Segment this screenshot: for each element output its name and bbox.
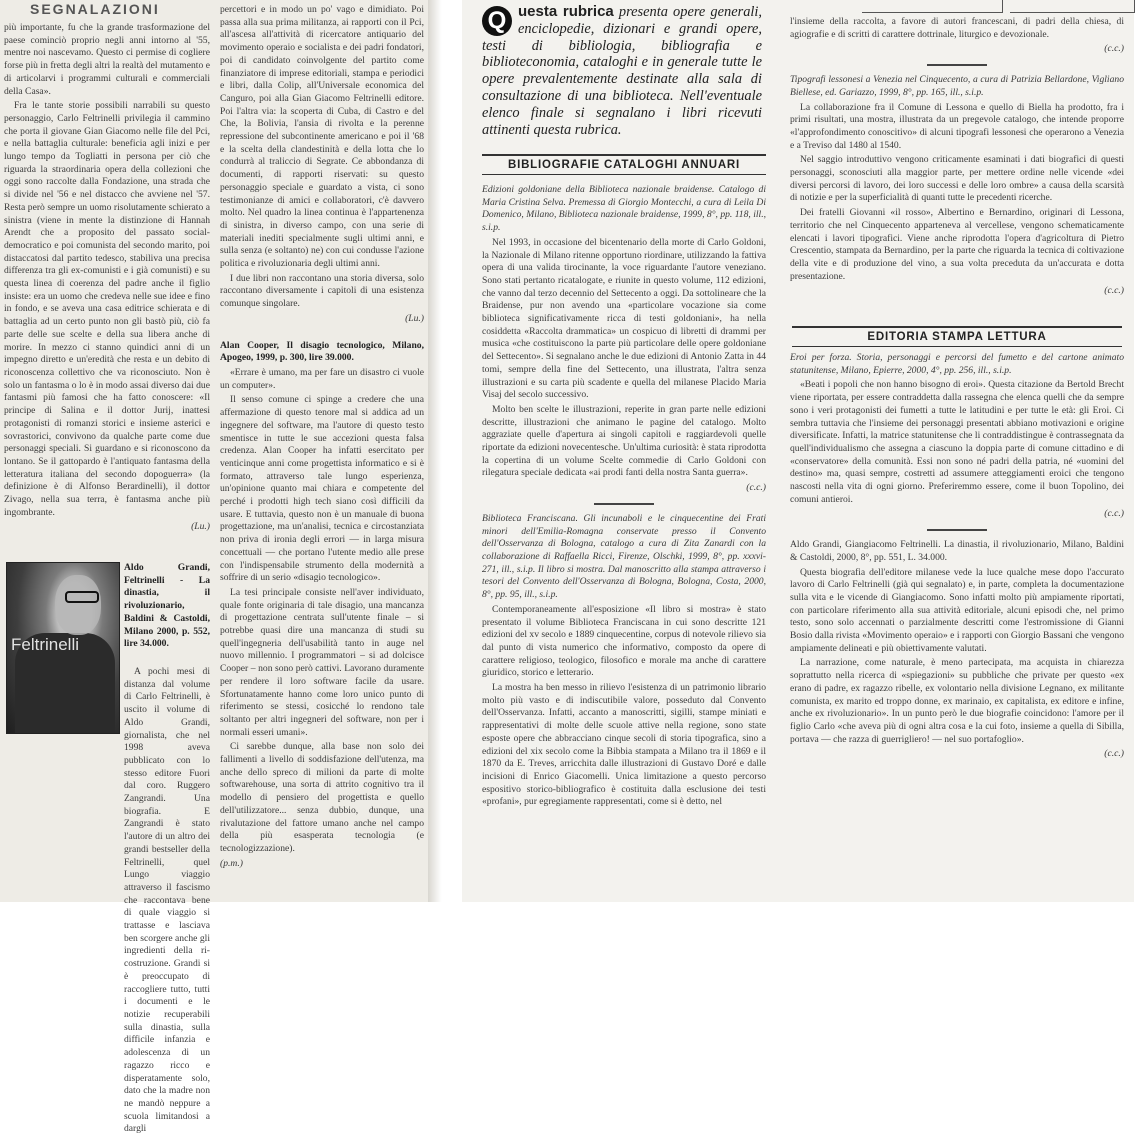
review-heading: Aldo Grandi, Feltrinelli - La dinastia, il rivoluzionario, Baldini & Castoldi, Milano 2000, p. 552, lire 34.000. (124, 562, 210, 650)
paragraph: La tesi principale consiste nell'aver individuato, quale fonte originaria di tale disagio, una mancanza di progettazione centrata sull'utente finale – si potrebbe quasi dire una mancanza di studi su quell'ingegneria dell'usabilità tanto in auge nel nuovo millennio. I programmatori – si ad dolcisce Cooper – non sono però cattivi. Lavorano duramente per rendere il loro software facile da usare. Sfortunatamente hanno come loro unico punto di riferimento se stessi, cosicché lo rendono tale soltanto per altri ingegneri del software, non per i normali esseri umani». (220, 586, 424, 738)
paragraph: Questa biografia dell'editore milanese vede la luce qualche mese dopo l'accurato lavoro di Carlo Feltrinelli (già qui segnalato) e, in parte, completa la documentazione sulla vita e le vicende di Giangiacomo. Sono infatti molto più ampiamente riportati, con particolare riferimento alla sua attività editoriale, alcuni episodi che, nel primo testo, sono solo accennati o parzialmente descritti come l'estromissione di Gianni Bosio dalla rivista «Movimento operaio» e i rapporti con Giorgio Bassani che vengono ampiamente delineati e più obiettivamente valutati. (790, 566, 1124, 654)
paragraph: A pochi mesi di distanza dal volume di Carlo Feltrinelli, è uscito il volume di Aldo Grandi, giornalista, che nel 1998 aveva pubblicato con lo stesso editore Fuori dal coro. Ruggero Zangrandi. Una biografia. E Zangrandi è stato l'autore di un altro dei grandi bestseller della Feltrinelli, quel Lungo viaggio attraverso il fascismo che raccontava bene di quale viaggio si trattasse e lasciava ben scorgere anche gli ingredienti della ri-costruzione. Grandi si è preoccupato di raccogliere tutto, tutti i documenti e le notizie recuperabili sulla dinastia, sulla difficile infanzia e adolescenza di un ragazzo ricco e disperatamente solo, dato che la madre non ne mandò neppure a scuola limitandosi a dargli (124, 666, 210, 1135)
photo-face (55, 575, 101, 635)
signature: (c.c.) (1104, 43, 1124, 55)
divider (594, 503, 654, 505)
divider (927, 529, 987, 531)
catalog-entry: Aldo Grandi, Giangiacomo Feltrinelli. La dinastia, il rivoluzionario, Milano, Baldini & Castoldi, 2000, 8°, pp. 551, L. 34.000. (790, 539, 1124, 563)
paragraph: Fra le tante storie possibili narrabili su questo personaggio, Carlo Feltrinelli privilegia il cammino che porta il giovane Gian Giacomo nelle file del Pci, e nella battaglia culturale: beneficia agli inizi e per lungo tempo da Togliatti in persona per ciò che riguarda la straordinaria opera della collezioni che oggi sono raccolte dalla Fondazione, una strada che si divide nel '56 e nel distacco che avviene nel '57. Resta però sempre un uomo risolutamente schierato a sinistra (viene in mente la distinzione di Hannah Arendt che a proposito del passato social-democratico e poi comunista del secondo marito, poi distaccatosi dal partito tedesco, stabiliva una precisa differenza tra gli ex-comunisti e i già comunisti) e su questa linea di coerenza del padre anche il figlio insiste: era un uomo che credeva nelle sue idee e fino in fondo, e se aveva una casa editrice schierata e di battaglia ad un certo punto non gli bastò più, ciò fa parte delle sue scelte e della sua libera anche di morire. In mezzo ci stanno quindici anni di un impegno diretto e un'eredità che resta e un debito di riconoscenza collettivo che va riconosciuto. Non è solo un fantasma o lo è in modo assai diverso dai due fantasmi più famosi che ha fatto conoscere: «Il principe di Salina e il dottor Jurij, inattesi protagonisti di romanzi storici e insieme asterici e sovrastorici, convivono da qualche parte come due personaggi speciali. Si guardano e si riconoscono da lontano. Se il gattopardo è l'antiquato fantasma della letteratura italiana del secondo dopoguerra» (la definizione è di Alfonso Berardinelli), il dottor Zivago, nella sua terra, è fantasma anche più ingombrante. (4, 100, 210, 518)
paragraph: Nel 1993, in occasione del bicentenario della morte di Carlo Goldoni, la Nazionale di Milano ritenne opportuno riordinare, utilizzando la fattiva opera di una valida tirocinante, la voce riguardante l'autore veneziano. Sono stati pertanto ricatalogate, e riunite in questo volume, 112 edizioni, che vanno dal terzo decennio del Settecento a oggi. Da sottolineare che la Braidense, pur non avendo una «particolare vocazione sia come biblioteca significativamente ricca di testi goldoniani», ha nella cosiddetta «Raccolta drammatica» un cospicuo di libretti di drammi per musica «che costituiscono la parte più particolare delle opere goldoniane del Settecento». Si segnalano anche le due edizioni di Antonio Zatta in 44 tomi, sempre della fine del Settecento, una illustrata, l'altra senza illustrazioni e su carta più scadente e quella del milanese Placido Maria Visaj del secolo successivo. (482, 236, 766, 401)
page-gutter (428, 0, 462, 902)
paragraph: Il senso comune ci spinge a credere che una affermazione di questo tenore mal si addica ad un ingegnere del software, ma l'autore di questo testo smentisce in tutte le sue accezioni questa falsa credenza. Alan Cooper ha infatti esercitato per venticinque anni come progettista informatico e si è formato, attraverso tale lungo esperienza, un'opinione quanto mai chiara e competente del perché i prodotti high tech siano così difficili da usare. E tuttavia, questo non è un manuale di buona progettazione, ma un'analisi, tecnica e circostanziata non priva di ironia degli errori — in larga misura concettuali — che portano l'utente medio alle prese con l'indispensabile strumento della modernità a soffrire di un serio «disagio tecnologico». (220, 394, 424, 584)
paragraph: «Errare è umano, ma per fare un disastro ci vuole un computer». (220, 366, 424, 391)
paragraph: La narrazione, come naturale, è meno partecipata, ma acquista in chiarezza soprattutto nella ricerca di «spiegazioni» su pubbliche che private per questo «ex erano di padre, ex ragazzo ribelle, ex volontario nella divisione Legnano, ex militante comunista, ex marito ed troppo donne, ex marinaio, ex capitalista, ex editore e infine, anche ex rivoluzionario». In un punto però le due biografie coincidono: l'amore per il figlio Carlo «che aveva più di ogni altra cosa e la cui foto, insieme a quella di Sibilla, portava — che razza di guerrigliero! — nel suo portafoglio». (790, 657, 1124, 745)
signature: (c.c.) (746, 482, 766, 494)
paragraph: I due libri non raccontano una storia diversa, solo raccontano diversamente i capitoli di una esistenza comunque singolare. (220, 272, 424, 310)
paragraph: La mostra ha ben messo in rilievo l'esistenza di un patrimonio librario molto più vasto e di indiscutibile valore, posseduto dal Convento dell'Osservanza. Infatti, accanto a manoscritti, sigilli, stampe miniati e rappresentativi di molte delle scuole attive nella regione, sono state esposte opere che abbracciano cinque secoli di storia tipografica, sino a edizioni del xix secolo come la Bibbia stampata a Milano tra il 1869 e il 1870 da E. Treves, arricchita dalle illustrazioni di Gustavo Doré e dalle incisioni di Enrico Giacomelli. Unica limitazione a questo percorso espositivo storico-bibliografico è costituita dalla esclusione dei testi «profani», pur egregiamente rappresentati, come si è detto, nel (482, 682, 766, 808)
heading-bibliografie: BIBLIOGRAFIE CATALOGHI ANNUARI (482, 154, 766, 175)
drop-cap: Q (482, 6, 512, 36)
paragraph: l'insieme della raccolta, a favore di autori francescani, di padri della chiesa, di agiografie e di scritti di carattere dottrinale, liturgico e devozionale. (790, 16, 1124, 40)
review-heading: Alan Cooper, Il disagio tecnologico, Milano, Apogeo, 1999, p. 300, lire 39.000. (220, 339, 424, 364)
top-frame-line (1010, 0, 1135, 13)
paragraph: Nel saggio introduttivo vengono criticamente esaminati i dati biografici di questi personaggi, sconosciuti alla maggior parte, per mettere ordine nelle vicende «dei diversi percorsi di lavoro, dei loro successi e delle loro ombre» a causa della scarsità di notizie e per la superficialità di quanti tutte le precedenti ricerche. (790, 154, 1124, 204)
signature: (Lu.) (405, 312, 424, 324)
catalog-entry: Edizioni goldoniane della Biblioteca nazionale braidense. Catalogo di Maria Cristina Selva. Premessa di Giorgio Montecchi, a cura di Leila Di Domenico, Milano, Biblioteca nazionale braidense, 1999, 8°, pp. 118, ill., s.i.p. (482, 184, 766, 234)
left-column-1-bottom (4, 666, 210, 1135)
right-column-b-lower (790, 352, 1124, 900)
paragraph: più importante, fu che la grande trasformazione del paese cominciò proprio negli anni intorno al '55, mentre noi nascevamo. Questo ci permise di cogliere forse più in fretta degli altri la realtà del mutamento e di articolarvi i programmi culturali e commerciali della Casa». (4, 22, 210, 97)
paragraph: Dei fratelli Giovanni «il rosso», Albertino e Bernardino, originari di Lessona, territorio che nel Cinquecento apparteneva al vercellese, vengono schematicamente elencati i lavori tipografici. Viene anche riprodotta l'opera d'agricoltura di Pietro Crescentio, stampata da Bernardino, per la parte che riguarda la tecnica di coltivazione della vite e di produzione del vino, a sua volta preceduta da un'accurata e dotta presentazione. (790, 207, 1124, 282)
photo-label: Feltrinelli (11, 635, 80, 654)
signature: (Lu.) (191, 521, 210, 533)
signature: (c.c.) (1104, 285, 1124, 297)
left-page (0, 0, 428, 1135)
signature: (p.m.) (220, 857, 243, 869)
rubrica-intro (482, 4, 762, 144)
catalog-entry: Tipografi lessonesi a Venezia nel Cinquecento, a cura di Patrizia Bellardone, Vigliano Biellese, ed. Gariazzo, 1999, 8°, pp. 165, ill., s.i.p. (790, 74, 1124, 98)
right-page (462, 0, 1134, 902)
top-frame-line (862, 0, 1003, 13)
paragraph: Contemporaneamente all'esposizione «Il libro si mostra» è stato presentato il volume Biblioteca Franciscana in cui sono descritte 121 edizioni del xv secolo e 1889 cinquecentine, corpus di notevole rilievo sia dal punto di vista numerico che informativo, composto da opere di carattere religioso, teologico, filosofico e morale ma anche di carattere giuridico, storico e letterario. (482, 603, 766, 679)
glasses-shape (65, 591, 99, 603)
paragraph: Ci sarebbe dunque, alla base non solo dei fallimenti a livello di soddisfazione dell'utenza, ma anche dello spreco di milioni da parte di molte softwarehouse, una sorta di attrito cognitivo tra il modello di pensiero del progettista e quello dell'utilizzatore... senza dubbio, dunque, una rivalutazione del fattore umano anche nel campo della più esasperata tecnologia (e tecnologizzazione). (220, 741, 424, 854)
rubrica-bold: uesta rubrica (518, 3, 614, 20)
paragraph: «Beati i popoli che non hanno bisogno di eroi». Questa citazione da Bertold Brecht viene riportata, per essere contraddetta dalla rassegna che elenca quelli che da sempre sono i veri protagonisti dei fumetti a tutte le latitudini e per tutte le età: gli Eroi. Ci sembra tuttavia che l'insieme dei personaggi presentati abbiano motivazioni e origine diversificate. Infatti, la matrice statunitense che li contraddistingue è contrassegnata da quell'individualismo che assegna a ciascuno la doppia parte di comune cittadino e di «conservatore» della comunità. Essi non sono né padri della patria, né «uomini del destino» ma, quasi sempre, costretti ad assumere atteggiamenti eroici che tengono nascosti nella vita di ogni giorno. Preferiremmo essere, come il buon Topolino, dei comuni antieroi. (790, 379, 1124, 505)
divider (927, 64, 987, 66)
right-column-b (790, 16, 1124, 322)
signature: (c.c.) (1104, 748, 1124, 760)
catalog-entry: Biblioteca Franciscana. Gli incunaboli e le cinquecentine dei Frati minori dell'Emilia-Romagna conservate presso il Convento dell'Osservanza di Bologna, catalogo a cura di Zita Zanardi con la collaborazione di Raffaella Ricci, Firenze, Olschki, 1999, 8°, pp. xxxvi-271, ill., s.i.p. Il libro si mostra. Dal manoscritto alla stampa attraverso i tesori del Convento dell'Osservanza di Bologna, Bologna, Costa, 2000, 8°, pp. 95, ill., s.i.p. (482, 512, 766, 601)
section-title: SEGNALAZIONI (30, 1, 160, 17)
left-column-2 (220, 4, 424, 902)
right-column-a (482, 184, 766, 900)
left-column-1 (4, 22, 210, 552)
signature: (c.c.) (1104, 508, 1124, 520)
catalog-entry: Eroi per forza. Storia, personaggi e percorsi del fumetto e del cartone animato statunitense, Milano, Epierre, 2000, 4°, pp. 256, ill., s.i.p. (790, 352, 1124, 376)
rubrica-text (482, 4, 762, 138)
paragraph: percettori e in modo un po' vago e dimidiato. Poi passa alla sua prima militanza, ai rapporti con il Pci, all'ascesa all'attività di ricercatore antiquario del movimento operaio e socialista e dei padri fondatori, poi di candidato coinvolgente del partito come finanziatore di imprese editoriali, stampa e periodici e libri, dalla Colip, all'Universale economica del Canguro, poi alla Gian Giacomo Feltrinelli editore. Poi l'altra via: la scoperta di Cuba, di Castro e del Che, la Bolivia, l'ansia di rivolta e la perenne repressione del subcontinente americano e poi il '68 e la scelta della clandestinità e della lotta che lo condurrà al traliccio di Segrate. Ce abbondanza di documenti, di rapporti riservati: su questo personaggio speciale e guardato a vista, ci sono testimonianze di amici e collaboratori, c'è davvero molto. Nel quadro la linea continua è l'appartenenza di sinistra, in diverso campo, con una serie di materiali inediti specialmente sugli ultimi anni, e sulla senza (e soltanto) ne) con cui condusse l'azione politica e rivoluzionaria degli ultimi anni. (220, 4, 424, 270)
paragraph: La collaborazione fra il Comune di Lessona e quello di Biella ha prodotto, fra i primi risultati, una mostra, illustrata da un pregevole catalogo, che intende proporre «l'approfondimento conoscitivo» di alcuni tipografi lessonesi che operarono a Venezia e a Treviso dal 1480 al 1540. (790, 101, 1124, 151)
rubrica-body: presenta opere generali, enciclopedie, dizionari e grandi opere, testi di bibliologia, bibliografia e biblioteconomia, cataloghi e in generale tutte le opere prevalentemente destinate alla sala di consultazione di una biblioteca. Nell'eventuale elenco finale si segnalano i libri ricevuti attinenti questa rubrica. (482, 4, 762, 138)
paragraph: Molto ben scelte le illustrazioni, reperite in gran parte nelle edizioni descritte, illustrazioni che animano le pagine del catalogo. Molto aggraziate quelle d'apertura ai singoli capitoli e raggiardevoli quelle riportate da edizioni novecentesche. Un'ultima curiosità: è stata riprodotta la copertina di un volume Scelte commedie di Carlo Goldoni con rilegatura speciale dedicata «ai prodi fanti della nostra Santa guerra». (482, 403, 766, 479)
heading-editoria: EDITORIA STAMPA LETTURA (792, 326, 1122, 347)
